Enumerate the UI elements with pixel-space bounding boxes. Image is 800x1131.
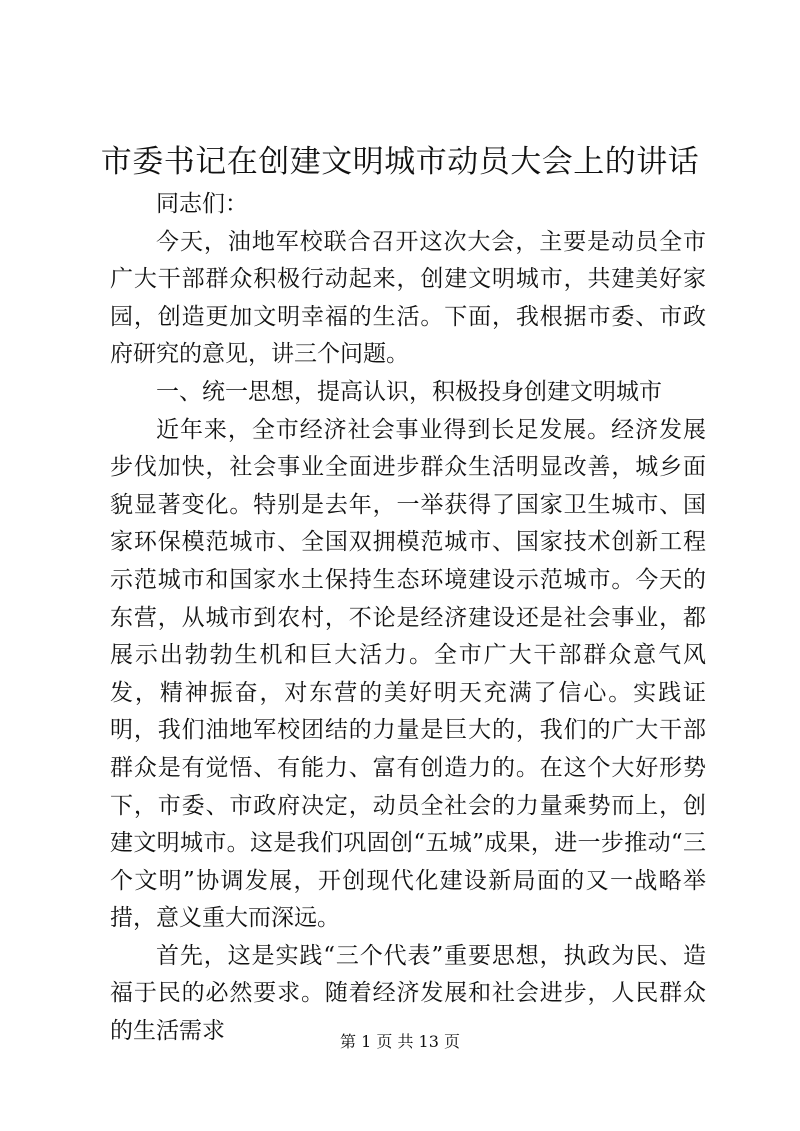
document-title: 市委书记在创建文明城市动员大会上的讲话 — [100, 144, 700, 180]
section-heading: 一、统一思想，提高认识，积极投身创建文明城市 — [156, 378, 662, 405]
body-paragraph: 近年来，全市经济社会事业得到长足发展。经济发展步伐加快，社会事业全面进步群众生活明显改善，城乡面貌显著变化。特别是去年，一举获得了国家卫生城市、国家环保模范城市、全国双拥模范城市、国家技术创新工程示范城市和国家水土保持生态环境建设示范城市。今天的东营，从城市到农村，不论是经济建设还是社会事业，都展示出勃勃生机和巨大活力。全市广大干部群众意气风发，精神振奋，对东营的美好明天充满了信心。实践证明，我们油地军校团结的力量是巨大的，我们的广大干部群众是有觉悟、有能力、富有创造力的。在这个大好形势下，市委、市政府决定，动员全社会的力量乘势而上，创建文明城市。这是我们巩固创“五城”成果，进一步推动“三个文明”协调发展，开创现代化建设新局面的又一战略举措，意义重大而深远。 — [110, 416, 706, 932]
intro-paragraph: 今天，油地军校联合召开这次大会，主要是动员全市广大干部群众积极行动起来，创建文明城市，共建美好家园，创造更加文明幸福的生活。下面，我根据市委、市政府研究的意见，讲三个问题。 — [110, 228, 706, 368]
document-body — [110, 186, 706, 1051]
page-number-footer: 第 1 页 共 13 页 — [340, 1032, 460, 1051]
body-paragraph: 首先，这是实践“三个代表”重要思想，执政为民、造福于民的必然要求。随着经济发展和社会进步，人民群众的生活需求 — [110, 942, 706, 1045]
salutation: 同志们： — [156, 191, 248, 217]
